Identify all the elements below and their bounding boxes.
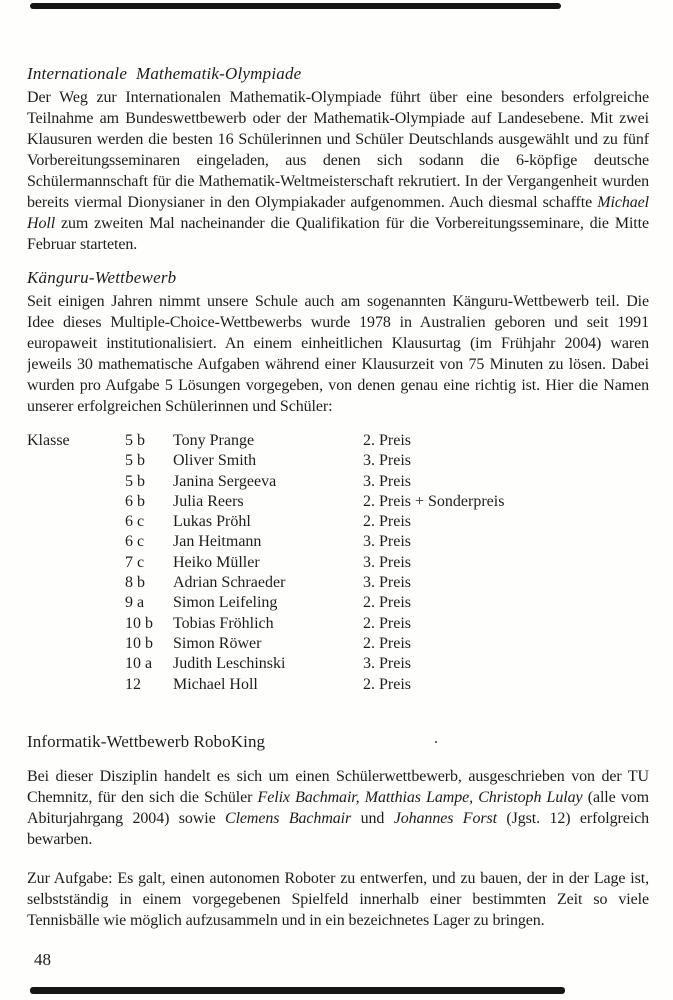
paragraph-olympiade bbox=[27, 87, 649, 259]
italic-text-segment: Clemens Bachmair bbox=[225, 810, 352, 827]
table-row bbox=[27, 451, 649, 471]
scan-artifact-dot: . bbox=[434, 730, 438, 747]
cell-name: Heiko Müller bbox=[173, 553, 260, 571]
table-row bbox=[27, 472, 649, 492]
cell-name: Oliver Smith bbox=[173, 452, 257, 470]
cell-preis: 3. Preis bbox=[363, 574, 411, 592]
text-segment: und bbox=[351, 810, 394, 827]
table-row-label: Klasse bbox=[27, 432, 70, 449]
section-heading-kaenguru: Känguru-Wettbewerb bbox=[27, 268, 177, 287]
cell-preis: 2. Preis bbox=[363, 432, 411, 449]
cell-klasse: 5 b bbox=[125, 452, 145, 470]
table-row bbox=[27, 553, 649, 573]
text-segment: Zur Aufgabe: Es galt, einen autonomen Roboter zu entwerfen, und zu bauen, der in der Lage ist, selbstständig in einem vorgegebenen Spielfeld innerhalb einer bestimmten Zeit so viele Tennisbälle wie möglich aufzusammeln und in ein bezeichnetes Lager zu bringen. bbox=[27, 870, 649, 929]
section-heading-olympiade: Internationale Mathematik-Olympiade bbox=[27, 64, 302, 83]
text-segment: (alle vom Abiturjahrgang 2004) sowie bbox=[27, 789, 649, 827]
cell-preis: 2. Preis bbox=[363, 513, 411, 531]
cell-preis: 3. Preis bbox=[363, 533, 411, 551]
cell-klasse: 12 bbox=[125, 675, 141, 693]
cell-preis: 3. Preis bbox=[363, 655, 411, 673]
cell-klasse: 6 c bbox=[125, 533, 145, 551]
section-heading-roboking: Informatik-Wettbewerb RoboKing bbox=[27, 732, 266, 751]
cell-name: Janina Sergeeva bbox=[173, 472, 277, 490]
italic-text-segment: Felix Bachmair, Matthias Lampe, Christoph Lulay bbox=[257, 789, 583, 806]
kaenguru-results-table bbox=[27, 431, 649, 695]
cell-preis: 2. Preis bbox=[363, 594, 411, 612]
cell-name: Michael Holl bbox=[173, 675, 258, 693]
page-number: 48 bbox=[34, 950, 51, 969]
cell-preis: 3. Preis bbox=[363, 452, 411, 470]
kaenguru-table-body bbox=[27, 431, 649, 695]
cell-name: Lukas Pröhl bbox=[173, 513, 251, 531]
text-segment: zum zweiten Mal nacheinander die Qualifikation für die Vorbereitungsseminare, die Mitte Februar starteten. bbox=[27, 215, 649, 253]
cell-preis: 2. Preis bbox=[363, 675, 411, 693]
cell-klasse: 7 c bbox=[125, 553, 145, 571]
cell-name: Simon Röwer bbox=[173, 634, 262, 652]
cell-klasse: 5 b bbox=[125, 472, 145, 490]
cell-name: Simon Leifeling bbox=[173, 594, 278, 612]
cell-klasse: 8 b bbox=[125, 574, 145, 592]
paragraph-roboking-intro bbox=[27, 766, 649, 854]
cell-preis: 2. Preis + Sonderpreis bbox=[363, 492, 505, 510]
table-row bbox=[27, 532, 649, 552]
table-row bbox=[27, 573, 649, 593]
cell-name: Tony Prange bbox=[173, 432, 255, 449]
table-row bbox=[27, 634, 649, 654]
table-row bbox=[27, 593, 649, 613]
text-segment: (Jgst. 12) erfolgreich bewarben. bbox=[27, 810, 649, 848]
cell-klasse: 9 a bbox=[125, 594, 145, 612]
cell-name: Jan Heitmann bbox=[173, 533, 262, 551]
table-row bbox=[27, 675, 649, 695]
cell-preis: 3. Preis bbox=[363, 553, 411, 571]
table-row bbox=[27, 512, 649, 532]
text-segment: Der Weg zur Internationalen Mathematik-Olympiade führt über eine besonders erfolgreiche Teilnahme am Bundeswettbewerb oder der Mathematik-Olympiade auf Landesebene. Mit zwei Klausuren werden die besten 16 Schülerinnen und Schüler Deutschlands ausgewählt und zu fünf Vorbereitungsseminaren eingeladen, aus denen sich sodann die 6-köpfige deutsche Schülermannschaft für die Mathematik-Weltmeisterschaft rekrutiert. In der Vergangenheit wurden bereits viermal Dionysianer in den Olympiakader aufgenommen. Auch diesmal schaffte bbox=[27, 89, 649, 211]
cell-preis: 3. Preis bbox=[363, 472, 411, 490]
cell-preis: 2. Preis bbox=[363, 634, 411, 652]
text-segment: Bei dieser Disziplin handelt es sich um einen Schülerwettbewerb, ausgeschrieben von der TU Chemnitz, für den sich die Schüler bbox=[27, 768, 649, 806]
cell-klasse: 10 a bbox=[125, 655, 153, 673]
cell-klasse: 10 b bbox=[125, 614, 153, 632]
cell-name: Judith Leschinski bbox=[173, 655, 286, 673]
table-row bbox=[27, 431, 649, 451]
table-row bbox=[27, 654, 649, 674]
scan-artifact-bar-top bbox=[30, 3, 561, 9]
cell-name: Adrian Schraeder bbox=[173, 574, 286, 592]
scan-artifact-bar-bottom bbox=[30, 987, 565, 994]
table-row bbox=[27, 614, 649, 634]
cell-name: Julia Reers bbox=[173, 492, 244, 510]
cell-name: Tobias Fröhlich bbox=[173, 614, 274, 632]
italic-text-segment: Johannes Forst bbox=[393, 810, 497, 827]
paragraph-roboking-task bbox=[27, 868, 649, 935]
cell-klasse: 5 b bbox=[125, 432, 145, 449]
cell-klasse: 6 c bbox=[125, 513, 145, 531]
cell-klasse: 10 b bbox=[125, 634, 153, 652]
paragraph-kaenguru bbox=[27, 291, 649, 421]
text-segment: Seit einigen Jahren nimmt unsere Schule auch am sogenannten Känguru-Wettbewerb teil. Die Idee dieses Multiple-Choice-Wettbewerbs wurde 1978 in Australien geboren und seit 1991 europaweit institutionalisiert. An einem einheitlichen Klausurtag (im Frühjahr 2004) waren jeweils 30 mathematische Aufgaben während einer Klausurzeit von 75 Minuten zu lösen. Dabei wurden pro Aufgabe 5 Lösungen vorgegeben, von denen genau eine richtig ist. Hier die Namen unserer erfolgreichen Schülerinnen und Schüler: bbox=[27, 293, 649, 415]
table-row bbox=[27, 492, 649, 512]
cell-preis: 2. Preis bbox=[363, 614, 411, 632]
cell-klasse: 6 b bbox=[125, 492, 145, 510]
italic-text-segment: Michael Holl bbox=[27, 194, 649, 232]
